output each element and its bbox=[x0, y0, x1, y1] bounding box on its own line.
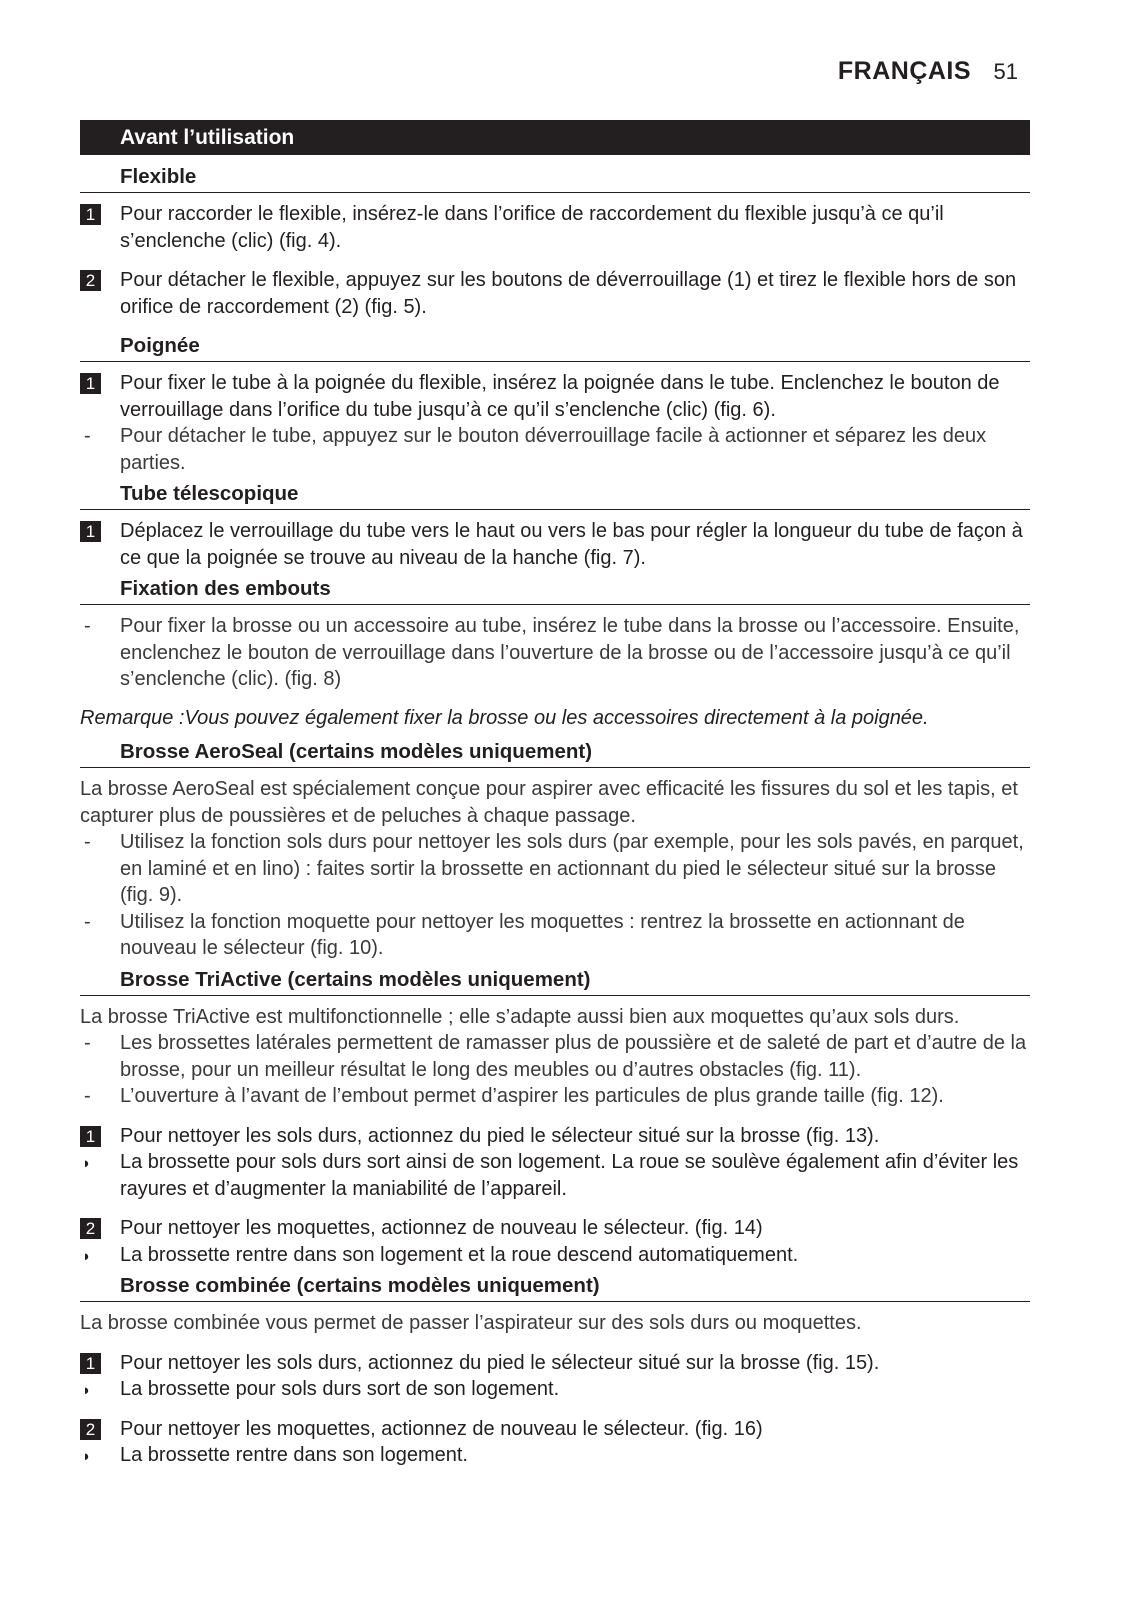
dash-icon: - bbox=[84, 1085, 91, 1107]
step-text: Pour nettoyer les sols durs, actionnez du pied le sélecteur situé sur la brosse (fig. 15). bbox=[120, 1351, 880, 1374]
bullet-item bbox=[80, 613, 1030, 693]
bullet-item bbox=[80, 1083, 1030, 1110]
section-title-tube: Tube télescopique bbox=[80, 481, 1030, 510]
step-number-badge: 1 bbox=[80, 521, 101, 542]
step-number-badge: 2 bbox=[80, 270, 101, 291]
section-title-fixation: Fixation des embouts bbox=[80, 576, 1030, 605]
bullet-item bbox=[80, 829, 1030, 909]
bullet-item bbox=[80, 909, 1030, 962]
step-text: Pour nettoyer les sols durs, actionnez du pied le sélecteur situé sur la brosse (fig. 13). bbox=[120, 1124, 880, 1147]
bullet-text: Pour fixer la brosse ou un accessoire au tube, insérez le tube dans la brosse ou l’accessoire. Ensuite, enclenchez le bouton de verrouillage dans l’ouverture de la brosse ou de l’accessoire jusqu’à ce qu’il s’enclenche (clic). (fig. 8) bbox=[120, 615, 1020, 690]
intro-paragraph: La brosse TriActive est multifonctionnelle ; elle s’adapte aussi bien aux moquettes qu’aux sols durs. bbox=[80, 1005, 960, 1028]
intro-paragraph: La brosse AeroSeal est spécialement conçue pour aspirer avec efficacité les fissures du sol et les tapis, et capturer plus de poussières et de peluches à chaque passage. bbox=[80, 778, 1018, 827]
step-number-badge: 1 bbox=[80, 373, 101, 394]
step-number-badge: 1 bbox=[80, 204, 101, 225]
bullet-text: Pour détacher le tube, appuyez sur le bouton déverrouillage facile à actionner et séparez les deux parties. bbox=[120, 425, 987, 474]
bullet-item bbox=[80, 1030, 1030, 1083]
result-text: La brossette rentre dans son logement et la roue descend automatiquement. bbox=[120, 1243, 799, 1266]
step-text: Pour détacher le flexible, appuyez sur les boutons de déverrouillage (1) et tirez le flexible hors de son orifice de raccordement (2) (fig. 5). bbox=[120, 269, 1017, 318]
page-header bbox=[618, 57, 1018, 86]
result-text: La brossette rentre dans son logement. bbox=[120, 1444, 468, 1466]
intro-paragraph: La brosse combinée vous permet de passer l’aspirateur sur des sols durs ou moquettes. bbox=[80, 1312, 862, 1334]
result-arrow-icon: ◗ bbox=[82, 1247, 92, 1265]
section-title-aeroseal: Brosse AeroSeal (certains modèles uniquement) bbox=[80, 739, 1030, 768]
step-item bbox=[80, 1123, 1030, 1150]
main-title: Avant l’utilisation bbox=[80, 120, 1030, 155]
step-text: Pour fixer le tube à la poignée du flexible, insérez la poignée dans le tube. Enclenchez le bouton de verrouillage dans l’orifice du tube jusqu’à ce qu’il s’enclenche (clic) (fig. 6). bbox=[120, 372, 1000, 421]
result-item bbox=[80, 1376, 1030, 1403]
page-content bbox=[80, 120, 1030, 1469]
step-item bbox=[80, 267, 1030, 320]
result-item bbox=[80, 1442, 1030, 1469]
bullet-text: L’ouverture à l’avant de l’embout permet d’aspirer les particules de plus grande taille (fig. 12). bbox=[120, 1085, 944, 1107]
step-number-badge: 2 bbox=[80, 1218, 101, 1239]
section-title-flexible: Flexible bbox=[80, 164, 1030, 193]
bullet-text: Utilisez la fonction sols durs pour nettoyer les sols durs (par exemple, pour les sols pavés, en parquet, en laminé et en lino) : faites sortir la brossette en actionnant du pied le sélecteur situé sur la brosse (fig. 9). bbox=[120, 831, 1024, 906]
bullet-item bbox=[80, 423, 1030, 476]
step-number-badge: 1 bbox=[80, 1126, 101, 1147]
page-number: 51 bbox=[993, 59, 1018, 84]
step-text: Déplacez le verrouillage du tube vers le haut ou vers le bas pour régler la longueur du tube de façon à ce que la poignée se trouve au niveau de la hanche (fig. 7). bbox=[120, 520, 1023, 569]
section-title-combinee: Brosse combinée (certains modèles uniquement) bbox=[80, 1273, 1030, 1302]
result-item bbox=[80, 1149, 1030, 1202]
dash-icon: - bbox=[84, 831, 91, 853]
result-arrow-icon: ◗ bbox=[82, 1382, 92, 1399]
step-item bbox=[80, 201, 1030, 254]
step-item bbox=[80, 1215, 1030, 1242]
step-text: Pour raccorder le flexible, insérez-le dans l’orifice de raccordement du flexible jusqu’à ce qu’il s’enclenche (clic) (fig. 4). bbox=[120, 203, 944, 252]
bullet-text: Utilisez la fonction moquette pour nettoyer les moquettes : rentrez la brossette en actionnant de nouveau le sélecteur (fig. 10). bbox=[120, 910, 965, 959]
section-title-poignee: Poignée bbox=[80, 333, 1030, 362]
step-item bbox=[80, 370, 1030, 423]
dash-icon: - bbox=[84, 615, 91, 637]
result-text: La brossette pour sols durs sort de son logement. bbox=[120, 1378, 560, 1400]
dash-icon: - bbox=[84, 425, 91, 447]
step-number-badge: 2 bbox=[80, 1419, 101, 1440]
result-item bbox=[80, 1242, 1030, 1269]
step-number-badge: 1 bbox=[80, 1353, 101, 1374]
result-arrow-icon: ◗ bbox=[82, 1448, 92, 1465]
result-arrow-icon: ◗ bbox=[82, 1155, 92, 1172]
step-item bbox=[80, 518, 1030, 571]
section-title-triactive: Brosse TriActive (certains modèles uniquement) bbox=[80, 967, 1030, 996]
step-text: Pour nettoyer les moquettes, actionnez de nouveau le sélecteur. (fig. 14) bbox=[120, 1217, 763, 1239]
note-text: Remarque :Vous pouvez également fixer la brosse ou les accessoires directement à la poignée. bbox=[80, 706, 929, 729]
step-text: Pour nettoyer les moquettes, actionnez de nouveau le sélecteur. (fig. 16) bbox=[120, 1417, 763, 1440]
language-label: FRANÇAIS bbox=[837, 57, 972, 85]
step-item bbox=[80, 1350, 1030, 1377]
bullet-text: Les brossettes latérales permettent de ramasser plus de poussière et de saleté de part et d’autre de la brosse, pour un meilleur résultat le long des meubles ou d’autres obstacles (fig. 11). bbox=[120, 1032, 1027, 1081]
dash-icon: - bbox=[84, 910, 91, 933]
step-item bbox=[80, 1416, 1030, 1443]
result-text: La brossette pour sols durs sort ainsi de son logement. La roue se soulève également afin d’éviter les rayures et d’augmenter la maniabilité de l’appareil. bbox=[120, 1151, 1019, 1200]
dash-icon: - bbox=[84, 1032, 91, 1054]
